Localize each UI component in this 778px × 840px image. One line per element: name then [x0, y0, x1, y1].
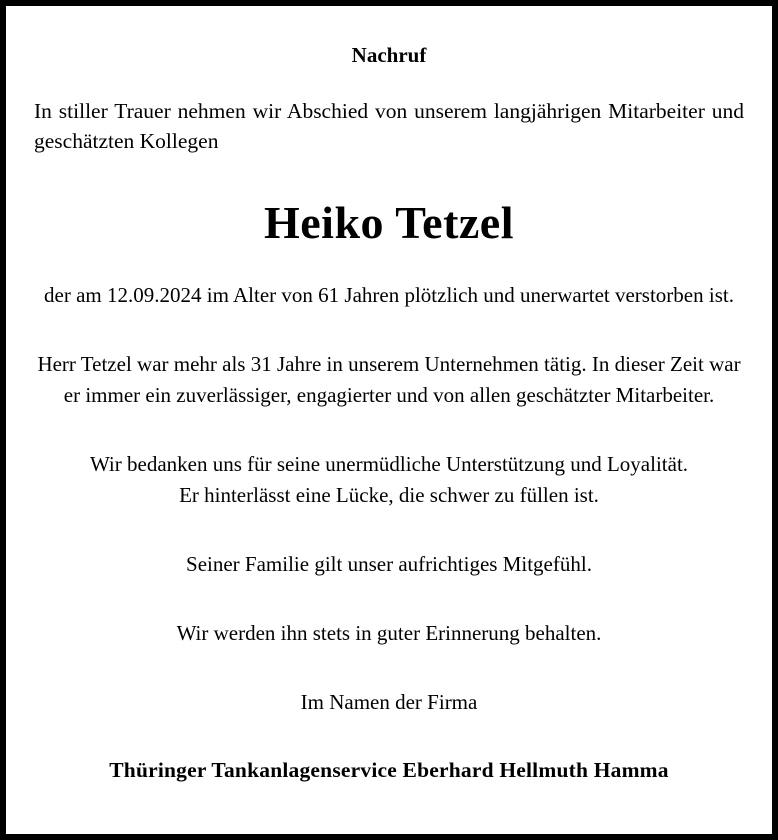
obituary-heading: Nachruf	[351, 43, 427, 67]
condolence-text: Seiner Familie gilt unser aufrichtiges Mitgefühl.	[186, 552, 592, 576]
death-details-text: der am 12.09.2024 im Alter von 61 Jahren plötzlich und unerwartet verstorben ist.	[44, 283, 734, 307]
service-description-text: Herr Tetzel war mehr als 31 Jahre in unserem Unternehmen tätig. In dieser Zeit war er immer ein zuverlässiger, engagierter und von allen geschätzter Mitarbeiter.	[37, 352, 741, 407]
company-name: Thüringer Tankanlagenservice Eberhard Hellmuth Hamma	[109, 758, 669, 782]
thanks-text: Wir bedanken uns für seine unermüdliche Unterstützung und Loyalität.	[89, 452, 689, 476]
deceased-name: Heiko Tetzel	[263, 197, 515, 248]
obituary-content	[34, 42, 744, 784]
on-behalf-text: Im Namen der Firma	[300, 690, 478, 714]
obituary-intro-text: In stiller Trauer nehmen wir Abschied von unserem langjährigen Mitarbeiter und geschätzten Kollegen	[34, 99, 744, 153]
remembrance-text: Wir werden ihn stets in guter Erinnerung behalten.	[176, 621, 602, 645]
legacy-text: Er hinterlässt eine Lücke, die schwer zu füllen ist.	[179, 483, 599, 507]
